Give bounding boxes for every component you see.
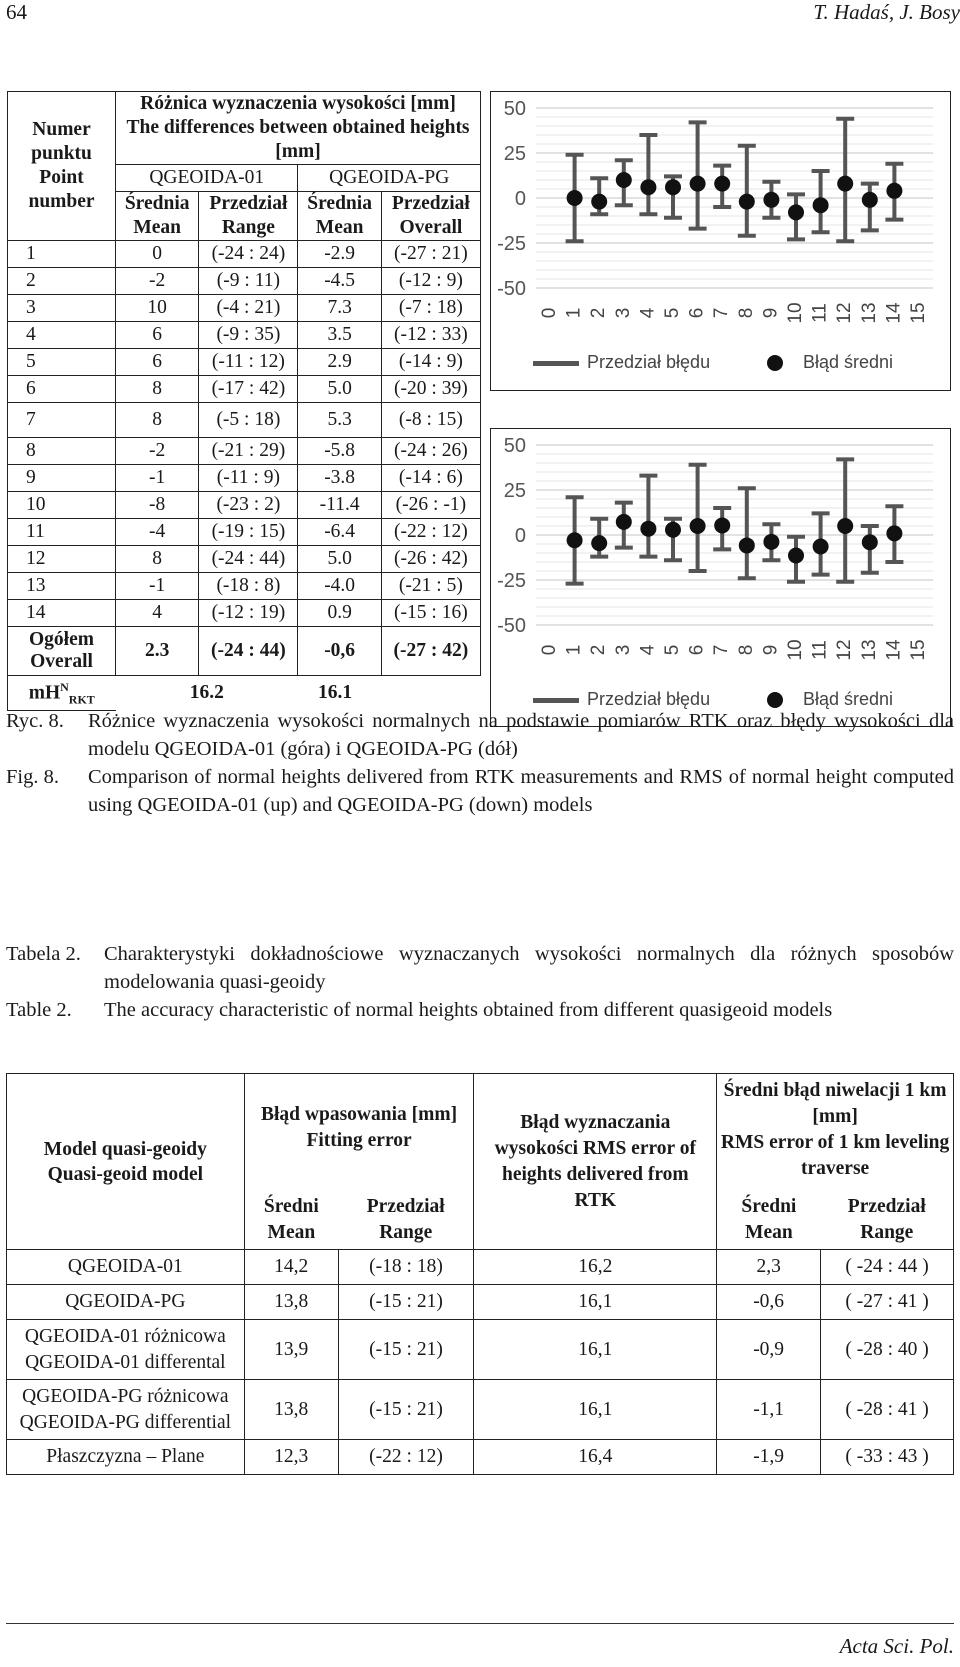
table-row [7,1440,954,1475]
mean-header [717,1191,821,1250]
chart-legend [491,348,950,378]
x-tick-label: 11 [809,303,831,323]
table-cell: -5.8 [298,438,381,465]
table-cell: 8 [116,546,199,573]
model-header-qgeoida-01: QGEOIDA-01 [116,165,298,192]
mean-header-en: Mean [745,1222,793,1243]
table-cell: 16,4 [474,1440,717,1475]
table-cell: (-23 : 2) [199,492,298,519]
mean-point [763,534,779,550]
x-tick-label: 13 [858,639,880,661]
table-cell: 13,8 [244,1380,338,1440]
table-cell: (-11 : 9) [199,465,298,492]
table-cell: (-8 : 15) [381,403,480,438]
table-cell: -4 [116,519,199,546]
fitting-error-header [244,1074,474,1192]
table-row [7,1380,954,1440]
mean-point [862,534,878,550]
x-tick-label: 1 [563,307,585,319]
figure-caption-en-text: Comparison of normal heights delivered from RTK measurements and RMS of normal height computed using QGEOIDA-01 (up) and QGEOIDA-PG (down) models [88,766,954,816]
table-cell: 6 [116,322,199,349]
y-tick-label: 50 [503,98,526,120]
x-tick-label: 11 [809,640,831,660]
point-number-header-pl: Numer punktu [31,119,92,164]
x-tick-label: 9 [760,644,782,656]
mh-sup: N [60,680,69,694]
range-header [338,1191,474,1250]
table-row [7,1320,954,1380]
mean-header-en: Mean [267,1222,316,1243]
table-cell: 0 [116,241,199,268]
x-tick-label: 12 [834,302,856,324]
x-tick-label: 7 [711,644,733,656]
mean-header-en: Mean [315,217,364,238]
table-cell: ( -24 : 44 ) [821,1250,954,1285]
x-tick-label: 7 [711,307,733,319]
table-cell: 5.0 [298,376,381,403]
x-tick-label: 8 [735,307,757,319]
table-row [8,349,481,376]
table-cell: 2,3 [717,1250,821,1285]
x-tick-label: 12 [834,639,856,661]
mean-point [690,176,706,192]
table-cell: (-18 : 18) [338,1250,474,1285]
range-header [821,1191,954,1250]
range-header [199,192,298,241]
journal-name: Acta Sci. Pol. [839,1634,954,1658]
table-row [8,322,481,349]
height-differences-table [7,91,481,711]
overall-label-en: Overall [30,651,93,672]
x-tick-label: 3 [612,644,634,656]
mean-point [567,190,583,206]
table-cell: (-12 : 19) [199,600,298,627]
overall-mean-1: 2.3 [116,627,199,676]
mean-point [788,204,804,220]
table2-caption-en-label: Table 2. [6,999,72,1021]
range-header-pl: Przedział [366,1196,445,1217]
table-cell: 6 [8,376,116,403]
mean-header [244,1191,338,1250]
table-cell: 9 [8,465,116,492]
table-cell: -0,9 [717,1320,821,1380]
y-tick-label: 50 [503,435,526,457]
table-cell: 2.9 [298,349,381,376]
model-header-pl: Model quasi-geoidy [43,1138,207,1160]
mean-point [640,179,656,195]
leveling-error-header [717,1074,954,1192]
footer-rule [6,1623,954,1624]
mh-value-2: 16.1 [317,682,353,704]
y-tick-label: 25 [503,143,526,165]
table-cell: 13,8 [244,1285,338,1320]
x-tick-label: 15 [908,639,930,661]
fitting-error-header-pl: Błąd wpasowania [mm] [261,1104,458,1125]
table-cell: 13,9 [244,1320,338,1380]
table-cell: ( -33 : 43 ) [821,1440,954,1475]
mean-point [763,192,779,208]
x-tick-label: 1 [563,644,585,656]
table-cell: (-24 : 26) [381,438,480,465]
figure-caption-en-label: Fig. 8. [6,766,59,788]
table-cell: 8 [8,438,116,465]
running-head-authors: T. Hadaś, J. Bosy [813,0,960,24]
mean-point [567,532,583,548]
table-cell: -2.9 [298,241,381,268]
table-cell: -1 [116,465,199,492]
table-cell: -1,1 [717,1380,821,1440]
table-cell: (-5 : 18) [199,403,298,438]
table-row [8,241,481,268]
table-row [8,376,481,403]
table-cell: (-15 : 16) [381,600,480,627]
table-row [7,1250,954,1285]
chart-qgeoida-01 [490,91,951,391]
table-cell: (-11 : 12) [199,349,298,376]
mean-header-pl: Średnia [124,193,190,214]
table-body [7,1250,954,1475]
y-tick-label: 0 [514,525,526,547]
x-tick-label: 4 [637,644,659,656]
table-cell: 3 [8,295,116,322]
table-row [8,492,481,519]
y-tick-label: -50 [497,278,526,300]
range-header-en: Range [860,1222,914,1243]
differences-header-en: The differences between obtained heights [mm] [126,117,470,162]
table-cell: (-22 : 12) [338,1440,474,1475]
legend-mean-error-label: Błąd średni [803,352,894,372]
page-number: 64 [6,0,27,24]
table-cell: (-14 : 9) [381,349,480,376]
table-cell: QGEOIDA-PG [7,1285,245,1320]
overall-header-en: Overall [399,217,463,238]
table-cell: 13 [8,573,116,600]
mean-point [665,522,681,538]
mean-point [640,521,656,537]
point-number-header-en: Point number [28,167,95,212]
overall-range-header [381,192,480,241]
table-cell: 8 [116,376,199,403]
table-cell: (-15 : 21) [338,1285,474,1320]
table-cell: (-21 : 5) [381,573,480,600]
y-tick-label: 0 [514,188,526,210]
table-cell: (-19 : 15) [199,519,298,546]
y-tick-label: -50 [497,615,526,637]
overall-range-1: (-24 : 44) [199,627,298,676]
table-cell: (-17 : 42) [199,376,298,403]
table-cell: QGEOIDA-01 [7,1250,245,1285]
table-cell: 2 [8,268,116,295]
x-tick-label: 5 [662,644,684,656]
mean-header-pl: Średni [263,1196,319,1217]
table-cell: -1 [116,573,199,600]
range-header-pl: Przedział [847,1196,926,1217]
table-cell: 4 [116,600,199,627]
fitting-error-header-en: Fitting error [306,1130,412,1151]
table-cell: 0.9 [298,600,381,627]
table-cell: -1,9 [717,1440,821,1475]
table-cell: -6.4 [298,519,381,546]
table-row [8,546,481,573]
legend-mean-error-swatch [767,355,783,371]
legend-error-range-swatch [533,698,579,703]
table-body [8,241,481,627]
x-tick-label: 2 [588,307,610,319]
mean-point [714,517,730,533]
mean-point [813,197,829,213]
table-cell: (-15 : 21) [338,1320,474,1380]
table-cell: (-27 : 21) [381,241,480,268]
chart-qgeoida-pg [490,428,951,727]
x-tick-label: 10 [785,639,807,661]
table-cell: (-15 : 21) [338,1380,474,1440]
mean-point [591,535,607,551]
table-cell: 7 [8,403,116,438]
x-tick-label: 6 [686,644,708,656]
differences-header-pl: Różnica wyznaczenia wysokości [mm] [140,93,456,114]
mh-main: mH [28,682,61,704]
table-row [8,465,481,492]
leveling-error-header-en: RMS error of 1 km leveling traverse [720,1132,950,1179]
table-cell: (-9 : 11) [199,268,298,295]
table-row [8,403,481,438]
table-cell: 14 [8,600,116,627]
model-header [7,1074,245,1250]
table-cell: 12,3 [244,1440,338,1475]
table-cell: 4 [8,322,116,349]
rtk-error-header: Błąd wyznaczania wysokości RMS error of heights delivered from RTK [474,1074,717,1250]
mean-point [788,548,804,564]
table-row [8,600,481,627]
table-cell: 1 [8,241,116,268]
x-tick-label: 6 [686,307,708,319]
range-header-pl: Przedział [391,193,470,214]
table-cell: 10 [116,295,199,322]
y-tick-label: -25 [497,233,526,255]
table2-caption-en-text: The accuracy characteristic of normal heights obtained from different quasigeoid models [104,999,833,1021]
table-row [8,438,481,465]
table-cell: (-14 : 6) [381,465,480,492]
table-cell: 12 [8,546,116,573]
chart-svg [491,429,950,726]
range-header-pl: Przedział [209,193,288,214]
mean-point [714,176,730,192]
y-tick-label: 25 [503,480,526,502]
overall-range-2: (-27 : 42) [381,627,480,676]
x-tick-label: 3 [612,307,634,319]
table-cell: -11.4 [298,492,381,519]
chart-svg [491,92,950,390]
table-cell: ( -28 : 40 ) [821,1320,954,1380]
table-cell: -2 [116,438,199,465]
table-cell: (-21 : 29) [199,438,298,465]
differences-header [116,92,481,165]
table-cell: 5.0 [298,546,381,573]
mean-point [886,525,902,541]
mean-point [837,176,853,192]
table-row [8,268,481,295]
table2-caption [0,940,960,1060]
table2-caption-pl-label: Tabela 2. [6,943,81,965]
table-cell: -0,6 [717,1285,821,1320]
mh-value-1: 16.2 [189,682,224,704]
table-cell: -3.8 [298,465,381,492]
table-cell: (-18 : 8) [199,573,298,600]
table-cell: -8 [116,492,199,519]
mean-point [665,179,681,195]
legend-error-range-swatch [533,361,579,366]
table-cell: 11 [8,519,116,546]
legend-mean-error-label: Błąd średni [803,689,894,709]
table-cell: 10 [8,492,116,519]
point-number-header [8,92,116,241]
x-tick-label: 2 [588,644,610,656]
mean-header [298,192,381,241]
table-cell: 3.5 [298,322,381,349]
table-row [8,573,481,600]
table2-caption-pl-text: Charakterystyki dokładnościowe wyznaczanych wysokości normalnych dla różnych sposobów modelowania quasi-geoidy [104,943,954,993]
table-cell: (-26 : 42) [381,546,480,573]
table-cell: -4.0 [298,573,381,600]
table-cell: QGEOIDA-PG różnicowa QGEOIDA-PG differential [7,1380,245,1440]
mean-header-en: Mean [133,217,181,238]
table-cell: QGEOIDA-01 różnicowa QGEOIDA-01 differental [7,1320,245,1380]
table-cell: (-22 : 12) [381,519,480,546]
table-cell: (-12 : 9) [381,268,480,295]
table-cell: Płaszczyzna – Plane [7,1440,245,1475]
table-cell: 16,1 [474,1285,717,1320]
overall-mean-2: -0,6 [298,627,381,676]
mean-point [690,518,706,534]
table-cell: (-24 : 44) [199,546,298,573]
table-row [8,519,481,546]
x-tick-label: 4 [637,307,659,319]
accuracy-table [6,1073,954,1475]
figure-caption-pl-text: Różnice wyznaczenia wysokości normalnych na podstawie pomiarów RTK oraz błędy wysokości dla modelu QGEOIDA-01 (góra) i QGEOIDA-PG (dół) [88,710,954,760]
x-tick-label: 9 [760,307,782,319]
table-cell: (-20 : 39) [381,376,480,403]
figure-caption-pl-label: Ryc. 8. [6,710,64,732]
table-cell: (-12 : 33) [381,322,480,349]
table-row [8,295,481,322]
x-tick-label: 0 [539,644,561,656]
mean-point [886,183,902,199]
x-tick-label: 14 [883,302,905,324]
figure-caption [0,707,960,827]
legend-error-range-label: Przedział błędu [587,352,711,372]
table-cell: 6 [116,349,199,376]
range-header-en: Range [379,1222,433,1243]
mean-point [591,194,607,210]
x-tick-label: 13 [858,302,880,324]
table-row [7,1285,954,1320]
table-cell: 16,1 [474,1380,717,1440]
mean-header [116,192,199,241]
table-cell: -2 [116,268,199,295]
mean-point [813,539,829,555]
table-cell: 16,2 [474,1250,717,1285]
legend-mean-error-swatch [767,692,783,708]
table-cell: 8 [116,403,199,438]
table-cell: 16,1 [474,1320,717,1380]
x-tick-label: 15 [908,302,930,324]
model-header-en: Quasi-geoid model [47,1163,204,1185]
x-tick-label: 5 [662,307,684,319]
x-tick-label: 0 [539,307,561,319]
mean-point [862,192,878,208]
table-cell: ( -28 : 41 ) [821,1380,954,1440]
x-tick-label: 10 [785,302,807,324]
mean-header-pl: Średni [741,1196,797,1217]
table-cell: ( -27 : 41 ) [821,1285,954,1320]
overall-row-label [8,627,116,676]
legend-error-range-label: Przedział błędu [587,689,711,709]
y-tick-label: -25 [497,570,526,592]
mean-point [616,172,632,188]
x-tick-label: 8 [735,644,757,656]
table-cell: (-24 : 24) [199,241,298,268]
mean-point [616,514,632,530]
table-cell: (-4 : 21) [199,295,298,322]
overall-label-pl: Ogółem [29,629,94,650]
range-header-en: Range [221,217,275,238]
table-cell: 5 [8,349,116,376]
mean-point [837,518,853,534]
table-cell: (-9 : 35) [199,322,298,349]
mh-label [8,676,116,711]
table-cell: 14,2 [244,1250,338,1285]
table-cell: 7.3 [298,295,381,322]
leveling-error-header-pl: Średni błąd niwelacji 1 km [mm] [723,1080,947,1127]
mean-point [739,537,755,553]
mh-sub: RKT [68,692,95,707]
table-cell: -4.5 [298,268,381,295]
model-header-qgeoida-pg: QGEOIDA-PG [298,165,481,192]
table-cell: 5.3 [298,403,381,438]
mean-header-pl: Średnia [307,193,372,214]
mean-point [739,194,755,210]
table-cell: (-7 : 18) [381,295,480,322]
table-cell: (-26 : -1) [381,492,480,519]
x-tick-label: 14 [883,639,905,661]
